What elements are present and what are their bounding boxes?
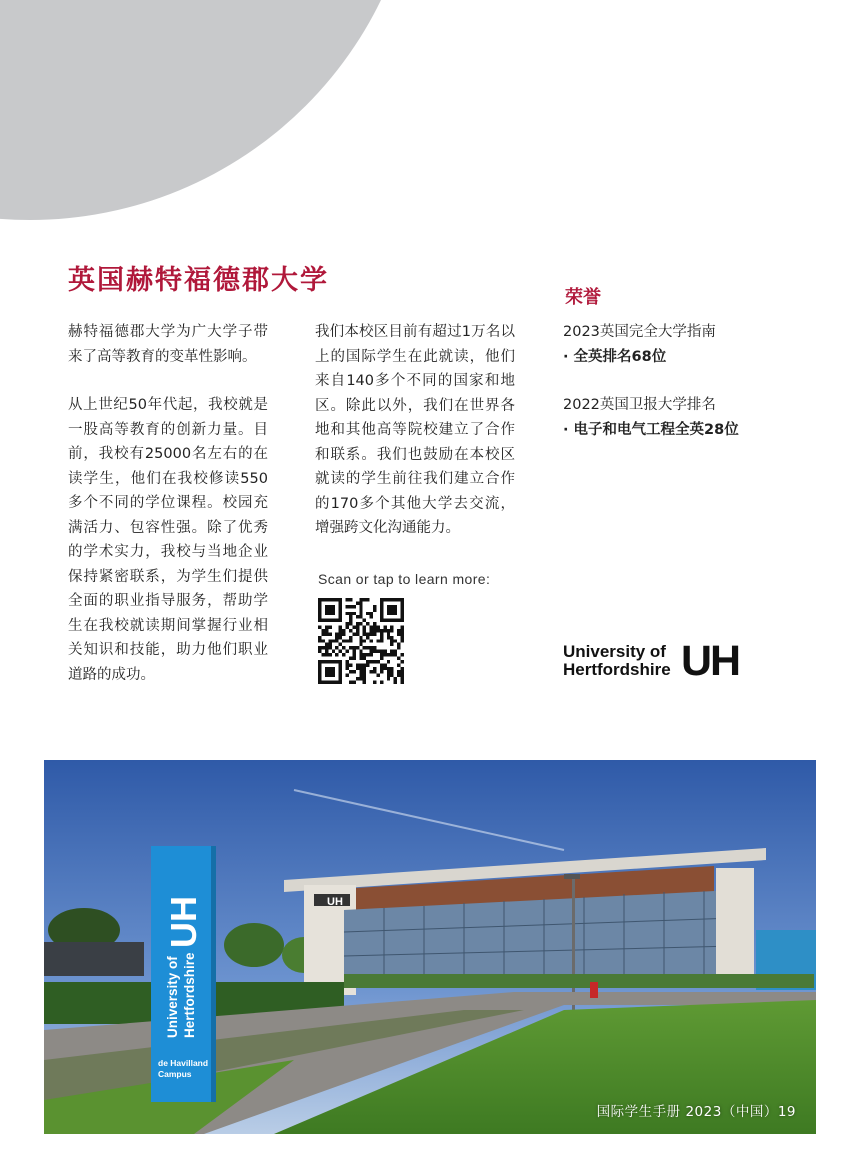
honors-title: 荣誉 — [565, 287, 601, 308]
logo-line-2: Hertfordshire — [563, 660, 671, 679]
intro-column — [68, 320, 268, 711]
logo-line-1: University of — [563, 642, 666, 661]
international-column — [315, 320, 515, 565]
honor-heading: 2023英国完全大学指南 — [563, 324, 716, 340]
honors-list — [563, 320, 803, 466]
honor-detail: · 电子和电气工程全英28位 — [563, 421, 739, 438]
sign-campus-2: Campus — [158, 1069, 192, 1079]
history-paragraph: 从上世纪50年代起，我校就是一股高等教育的创新力量。目前，我校有25000名左右的在读学生，他们在我校修读550多个不同的学位课程。校园充满活力、包容性强。除了优秀的学术实力，我校与当地企业保持紧密联系，为学生们提供全面的职业指导服务，帮助学生在我校就读期间掌握行业相关知识和技能，助力他们职业道路的成功。 — [68, 397, 268, 683]
university-logo — [563, 638, 753, 680]
intro-paragraph: 赫特福德郡大学为广大学子带来了高等教育的变革性影响。 — [68, 324, 268, 365]
sign-logo: UH — [163, 896, 204, 948]
logo-mark: UH — [681, 638, 740, 680]
qr-code-icon[interactable] — [318, 598, 404, 684]
sign-text-2: Hertfordshire — [182, 952, 197, 1038]
sign-text-1: University of — [165, 956, 180, 1038]
decorative-circle — [0, 0, 420, 220]
page-title: 英国赫特福德郡大学 — [68, 265, 329, 296]
building-logo: UH — [327, 896, 343, 908]
sign-campus-1: de Havilland — [158, 1058, 209, 1068]
honor-detail: · 全英排名68位 — [563, 348, 667, 365]
international-paragraph: 我们本校区目前有超过1万名以上的国际学生在此就读，他们来自140多个不同的国家和地区。除此以外，我们在世界各地和其他高等院校建立了合作和联系。我们也鼓励在本校区就读的学生前往我们建立合作的170多个其他大学去交流，增强跨文化沟通能力。 — [315, 324, 515, 536]
campus-photo — [44, 760, 816, 1134]
honor-heading: 2022英国卫报大学排名 — [563, 397, 716, 413]
honor-item — [563, 393, 803, 442]
page-footer: 国际学生手册 2023（中国）19 — [596, 1104, 796, 1120]
honor-item — [563, 320, 803, 369]
scan-prompt: Scan or tap to learn more: — [318, 571, 491, 587]
